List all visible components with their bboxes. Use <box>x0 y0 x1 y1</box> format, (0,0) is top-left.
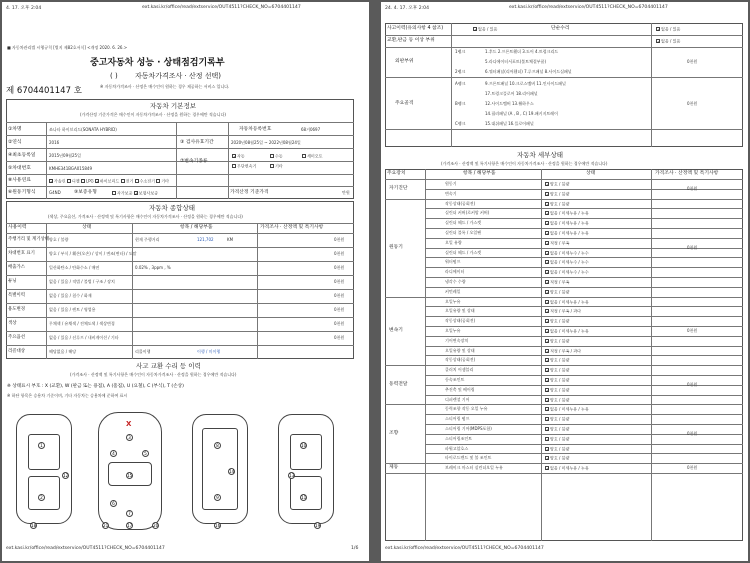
row-divider <box>6 345 354 346</box>
detail-state: ✓ 없음 / 미세누유 / 누유 <box>545 211 589 216</box>
total-row-state: 없음 / 있음 / 선루프 / 내비게이션 / 기타 <box>49 335 119 340</box>
fuel-options: ✓ 가솔린 디젤 LPG ✓ 하이브리드 전기 수소전기 기타 <box>49 179 169 184</box>
detail-state: ✓ 없음 / 미세누유 / 누유 <box>545 300 589 305</box>
detail-state: ✓ 없음 / 미세누수 / 누수 <box>545 251 589 256</box>
detail-part: 실린더 헤드 / 가스켓 <box>445 249 482 255</box>
row-divider <box>425 424 743 425</box>
detail-part: 디퍼렌셜 기어 <box>445 396 470 402</box>
detail-amount: 0천원 <box>687 327 698 333</box>
row-divider <box>6 261 354 262</box>
col-amount: 가격조사 · 산정액 및 특기사항 <box>260 225 324 230</box>
detail-part: 스티어링 펌프 <box>445 416 470 422</box>
rank-items: 17.트렁크플로어 18.리어패널 <box>485 91 538 96</box>
total-row-amount: 0천원 <box>334 293 345 298</box>
panel-number: 19 <box>315 523 321 528</box>
detail-state: ✓ 양호 / 불량 <box>545 368 569 373</box>
row-divider <box>425 277 743 278</box>
group-name: 주요골격 <box>395 101 414 106</box>
trans-other: 기타 <box>270 164 283 169</box>
fuel-label: ⑧사용연료 <box>8 178 31 183</box>
total-row-state: 양호 / 부식 / 훼손(오손) / 상이 / 변조(변타) / 도말 <box>49 251 137 256</box>
detail-state: ✓ 없음 / 미세누수 / 누수 <box>545 270 589 275</box>
row-divider <box>6 289 354 290</box>
trans-label: ⑦변속기종류 <box>180 159 208 164</box>
trans-semi: 세미오토 <box>302 154 322 159</box>
detail-part: 작동상태(공회전) <box>445 357 476 363</box>
detail-state: ✓ 양호 / 불량 <box>545 319 569 324</box>
year-value: 2016 <box>49 140 60 145</box>
detail-state: ✓ 양호 / 불량 <box>545 192 569 197</box>
print-date: 4. 17. 오후 2:04 <box>6 6 42 11</box>
detail-state: ✓ 양호 / 불량 <box>545 447 569 452</box>
detail-amount: 0천원 <box>687 244 698 250</box>
panel-number: 11 <box>301 495 307 500</box>
detail-state: ✓ 없음 / 미세누유 / 누유 <box>545 231 589 236</box>
rank-items: 6.쿼터패널(리어휀더) 7.루프패널 8.사이드실패널 <box>485 69 572 74</box>
col-state: 상태 <box>82 225 92 230</box>
trans-cvt: 무단변속기 <box>232 164 256 169</box>
detail-group-name: 자기진단 <box>389 185 408 191</box>
detail-state: ✓ 없음 / 미세누유 / 누유 <box>545 407 589 412</box>
detail-state: ✓ 양호 / 불량 <box>545 398 569 403</box>
total-row-state: 없음 / 있음 / 적법 / 불법 / 구조 / 장치 <box>49 279 115 284</box>
detail-part: 오일유량 및 상태 <box>445 308 475 314</box>
total-row-label: 튜닝 <box>8 279 17 284</box>
detail-part: 냉각수 수량 <box>445 279 466 284</box>
motor-value: G4ND <box>49 190 61 195</box>
exchange-label: 교환,판금 등 이상 부위 <box>387 38 435 43</box>
price-label: 가격산정 기준가격 <box>230 190 269 195</box>
detail-part: 원동기 <box>445 181 457 186</box>
row-divider <box>425 375 743 376</box>
panel-number: 18 <box>31 523 37 528</box>
detail-part: 등속조인트 <box>445 377 465 382</box>
mark-exchange: X <box>126 420 132 428</box>
first-reg-date: 2015년09월25일 <box>49 153 81 158</box>
detail-part: 실린더 커버(로커암 커버) <box>445 210 490 216</box>
row-divider <box>425 238 743 239</box>
total-row-amount: 0천원 <box>334 237 345 242</box>
total-row-label: 주요옵션 <box>8 335 25 340</box>
total-row-state: 없음 / 있음 / 렌트 / 영업용 <box>49 307 96 312</box>
detail-state: ✓ 없음 / 미세누유 / 누유 <box>545 466 589 471</box>
total-row-state: 해당없음 / 해당 <box>49 349 77 354</box>
detail-state: ✓ 없음 / 미세누유 / 누유 <box>545 329 589 334</box>
vin-value: KMHE341BGA015849 <box>49 166 93 171</box>
total-row-label: 리콜대상 <box>8 349 25 354</box>
detail-part: 작동상태(공회전) <box>445 318 476 324</box>
col-part: 항목 / 해당부품 <box>463 171 496 176</box>
row-divider <box>425 336 743 337</box>
footer-page: 1/6 <box>351 546 359 551</box>
subtitle-note: ※ 자동차가격조사 · 산정은 매수인이 원하는 경우 제공하는 서비스 입니다. <box>100 84 230 89</box>
detail-amount: 0천원 <box>687 430 698 436</box>
panel-number: 6 <box>110 500 117 507</box>
exchange-opts: ✓ 없음 / 있음 <box>656 39 680 44</box>
detail-state: ✓ 없음 / 미세누유 / 누유 <box>545 221 589 226</box>
accident-history-opts: ✓ 없음 / 있음 <box>473 27 497 32</box>
detail-part: 타이로드엔드 및 볼 조인트 <box>445 455 492 461</box>
symbol-legend: ※ 상태표시 부호 : X (교환), W (판금 또는 용접), A (흠집), U (요철), C (부식), T (손상) <box>7 384 184 389</box>
detail-part: 오일누유 <box>445 328 461 333</box>
detail-state: ✓ 양호 / 불량 <box>545 427 569 432</box>
row-divider <box>425 346 743 347</box>
document-subtitle: 자동차가격조사 · 산정 선택) <box>135 72 222 80</box>
panel-number: 10 <box>301 443 307 448</box>
col-device: 주요장치 <box>387 171 406 176</box>
rank-items: 9.프론트패널 10.크로스멤버 11.인사이드패널 <box>485 81 566 86</box>
detail-part: 스티어링조인트 <box>445 435 473 441</box>
rank-items: 1.후드 2.프론트휀더 3.도어 4.트렁크리드 <box>485 49 559 54</box>
print-url: ext.kasi.kr/office/read/extservice/OUT4511?CHECK_NO=6704401147 <box>509 5 668 10</box>
detail-group-name: 동력전달 <box>389 381 408 387</box>
year-label: ②연식 <box>8 140 22 145</box>
detail-heading: 자동차 세부상태 <box>517 151 564 159</box>
detail-group-name: 조향 <box>389 430 399 436</box>
rank-label: A랭크 <box>455 81 466 86</box>
total-row-value: 이행 / 미이행 <box>197 349 221 354</box>
rank-items: 12.사이드멤버 13.휠하우스 <box>485 101 534 106</box>
panel-number: 17 <box>127 523 133 528</box>
group-divider <box>385 473 743 474</box>
detail-part: 변속기 <box>445 190 457 196</box>
panel-number: 5 <box>142 450 149 457</box>
detail-state: ✓ 적정 / 부족 / 과다 <box>545 349 581 354</box>
total-row-amount: 0천원 <box>334 321 345 326</box>
total-row-label: 특별이력 <box>8 293 25 298</box>
accident-heading: 사고 교환 수리 등 이력 <box>136 362 201 370</box>
rank-items: 5.라디에이터서포트(볼트체결부품) <box>485 59 547 64</box>
total-row-value: 121,702 <box>197 237 214 242</box>
panel-number: 4 <box>110 450 117 457</box>
row-divider <box>6 331 354 332</box>
detail-state: ✓ 양호 / 불량 <box>545 182 569 187</box>
detail-part: 추진축 및 베어링 <box>445 386 475 392</box>
detail-part: 작동상태(공회전) <box>445 200 476 206</box>
detail-part: 동력조향 작동 오일 누유 <box>445 406 488 412</box>
row-divider <box>425 228 743 229</box>
panel-number: 2 <box>38 494 45 501</box>
rank-label: B랭크 <box>455 101 466 106</box>
panel-number: 16 <box>215 523 221 528</box>
price-unit: 만원 <box>342 190 350 195</box>
total-row-label: 주행거리 및 계기상태 <box>8 237 49 242</box>
group-divider <box>385 77 743 78</box>
first-reg-label: ④최초등록일 <box>8 153 36 158</box>
group-divider <box>385 404 743 405</box>
detail-amount: 0천원 <box>687 465 698 471</box>
total-row-amount: 0천원 <box>334 307 345 312</box>
rank-label: 1랭크 <box>455 49 466 54</box>
total-row-detail: 현재 주행거리 <box>135 237 160 242</box>
total-row-label: 차대번호 표기 <box>8 251 35 256</box>
group-amount: 0천원 <box>687 101 698 106</box>
vin-label: ⑤차대번호 <box>8 166 31 171</box>
panel-number: 14 <box>229 469 235 474</box>
row-divider <box>425 444 743 445</box>
detail-part: 라디에이터 <box>445 269 465 275</box>
detail-amount: 0천원 <box>687 381 698 387</box>
total-row-state: 양호 / 불량 <box>49 237 69 242</box>
reg-no: 68거0697 <box>301 127 321 132</box>
basic-info-note: (가격산정 기준가격은 매수인이 자동차가격조사 · 산정을 원하는 경우에만 적습니다) <box>80 112 226 117</box>
total-state-note: (색상, 주요옵션, 가격조사 · 산정액 및 특기사항은 매수인이 자동차가격조사 · 산정을 원하는 경우에만 적습니다) <box>48 214 243 219</box>
detail-group-name: 원동기 <box>389 244 403 250</box>
row-divider <box>425 267 743 268</box>
detail-state: ✓ 양호 / 불량 <box>545 290 569 295</box>
group-divider <box>385 297 743 298</box>
detail-state: ✓ 양호 / 불량 <box>545 339 569 344</box>
record-number: 제 6704401147 호 <box>6 86 82 96</box>
detail-state: ✓ 양호 / 불량 <box>545 456 569 461</box>
print-date: 24. 4. 17. 오후 2:04 <box>385 6 430 11</box>
detail-state: ✓ 양호 / 불량 <box>545 378 569 383</box>
accident-note: (가격조사 · 산정액 및 특기사항은 매수인이 자동차가격조사 · 산정을 원하는 경우에만 적습니다) <box>70 372 237 377</box>
detail-part: 커먼레일 <box>445 288 461 294</box>
inspection-page-2 <box>381 2 748 561</box>
col-history: 사용이력 <box>8 225 27 230</box>
detail-state: ✓ 적정 / 부족 <box>545 241 569 246</box>
motor-label: ⑥원동기형식 <box>8 190 36 195</box>
symbol-legend-2: ※ 하단 항목은 승용차 기준이며, 기타 자동차는 승용차에 준하여 표시 <box>7 393 128 398</box>
inspection-page-1 <box>2 2 369 561</box>
total-row-detail: 리콜이행 <box>135 349 151 354</box>
col-state: 상태 <box>586 171 596 176</box>
total-row-state: 일산화탄소 / 탄화수소 / 매연 <box>49 265 100 270</box>
row-divider <box>425 326 743 327</box>
rank-items: 14.필러패널 (A , B , C) 19.패키지트레이 <box>485 111 558 116</box>
detail-part: 클러치 어셈블리 <box>445 367 474 373</box>
total-row-detail: 0.02% , 3ppm , % <box>135 265 171 270</box>
footer-url: ext.kasi.kr/office/read/extservice/OUT4511?CHECK_NO=6704401147 <box>6 546 165 551</box>
detail-note: (가격조사 · 산정액 및 특기사항은 매수인이 자동차가격조사 · 산정을 원하는 경우에만 적습니다) <box>441 161 608 166</box>
row-divider <box>6 247 354 248</box>
panel-number: 13 <box>289 473 295 478</box>
warranty-label: ⑨보증유형 <box>74 190 97 195</box>
row-divider <box>425 395 743 396</box>
detail-part: 워터펌프 <box>445 259 461 265</box>
detail-part: 브레이크 마스터 실린더오일 누유 <box>445 465 503 471</box>
rank-label: C랭크 <box>455 121 466 126</box>
detail-state: ✓ 양호 / 불량 <box>545 202 569 207</box>
inspect-period: 2020년08월25일 ~ 2022년08월24일 <box>231 140 301 145</box>
row-divider <box>425 287 743 288</box>
total-row-label: 용도변경 <box>8 307 25 312</box>
car-name: 쏘나타 하이브리드(SONATA HYBRID) <box>49 127 117 132</box>
detail-part: 오일 유량 <box>445 239 462 245</box>
detail-part: 오일누유 <box>445 298 461 304</box>
detail-state: ✓ 양호 / 불량 <box>545 417 569 422</box>
panel-number: 7 <box>126 510 133 517</box>
row-divider <box>425 257 743 258</box>
panel-number: 21 <box>103 523 109 528</box>
detail-state: ✓ 양호 / 불량 <box>545 437 569 442</box>
trans-manual: 수동 <box>270 154 283 159</box>
total-row-label: 색상 <box>8 321 17 326</box>
detail-part: 실린더 블록 / 오일팬 <box>445 230 482 235</box>
group-divider <box>385 129 743 130</box>
panel-number: 15 <box>127 473 133 478</box>
rank-label: 2랭크 <box>455 69 466 74</box>
panel-number: 9 <box>214 494 221 501</box>
panel-number: 1 <box>38 442 45 449</box>
detail-part: 기어변속장치 <box>445 337 469 343</box>
total-row-amount: 0천원 <box>334 335 345 340</box>
basic-info-heading: 자동차 기본정보 <box>150 102 197 110</box>
detail-state: ✓ 없음 / 미세누수 / 누수 <box>545 260 589 265</box>
inspect-label: ③ 검사유효기간 <box>180 140 214 145</box>
row-divider <box>425 414 743 415</box>
panel-number: 8 <box>214 442 221 449</box>
detail-group-name: 변속기 <box>389 327 403 333</box>
group-divider <box>385 365 743 366</box>
car-name-label: ①차명 <box>8 127 22 132</box>
detail-group-name: 제동 <box>389 465 399 471</box>
rank-items: 15.대쉬패널 16.플로어패널 <box>485 121 534 126</box>
panel-number: 3 <box>126 434 133 441</box>
detail-part: 스티어링 기어(MDPS포함) <box>445 426 492 431</box>
detail-state: ✓ 적정 / 부족 / 과다 <box>545 309 581 314</box>
detail-part: 오일유량 및 상태 <box>445 347 475 353</box>
total-row-amount: 0천원 <box>334 251 345 256</box>
col-part: 항목 / 해당부품 <box>180 225 213 230</box>
detail-state: ✓ 양호 / 불량 <box>545 358 569 363</box>
warranty-options: 자가보증 ✓ 보험사보증 <box>112 191 158 196</box>
detail-part: 파워고압호스 <box>445 445 469 451</box>
detail-amount: 0천원 <box>687 185 698 191</box>
total-row-state: 무채색 / 유채색 / 전체도색 / 색상변경 <box>49 321 115 326</box>
total-row-unit: KM <box>227 237 234 242</box>
row-divider <box>6 303 354 304</box>
document-title: 중고자동차 성능 · 상태점검기록부 <box>90 58 225 68</box>
reg-no-label: 자동차등록번호 <box>239 127 272 132</box>
footer-url: ext.kasi.kr/office/read/extservice/OUT4511?CHECK_NO=6704401147 <box>385 546 544 551</box>
total-row-amount: 0천원 <box>334 279 345 284</box>
total-row-state: 없음 / 있음 / 침수 / 화재 <box>49 293 92 298</box>
group-name: 외판부위 <box>395 59 414 64</box>
row-divider <box>6 317 354 318</box>
print-url: ext.kasi.kr/office/read/extservice/OUT4511?CHECK_NO=6704401147 <box>142 5 301 10</box>
total-row-label: 배출가스 <box>8 265 25 270</box>
detail-part: 실린더 헤드 / 가스켓 <box>445 220 482 226</box>
col-amount: 가격조사 · 산정액 및 특기사항 <box>655 171 719 176</box>
trans-auto: ✓자동 <box>232 154 245 159</box>
accident-history-label: 사고이력(유의사항 4 참조) <box>387 26 444 31</box>
group-divider <box>385 199 743 200</box>
total-state-heading: 자동차 종합상태 <box>149 204 196 212</box>
total-row-amount: 0천원 <box>334 265 345 270</box>
detail-state: ✓ 양호 / 불량 <box>545 388 569 393</box>
row-divider <box>6 275 354 276</box>
panel-number: 20 <box>153 523 159 528</box>
law-reference: ■ 자동차관리법 시행규칙 [별지 제82호서식] <개정 2020. 6. 26.> <box>7 45 128 50</box>
detail-state: ✓ 적정 / 부족 <box>545 280 569 285</box>
panel-number: 12 <box>63 473 69 478</box>
simple-repair-opts: ✓ 없음 / 있음 <box>656 27 680 32</box>
group-amount: 0천원 <box>687 59 698 64</box>
simple-repair-label: 단순수리 <box>551 26 570 31</box>
subtitle-bracket: ( ) <box>110 72 118 80</box>
